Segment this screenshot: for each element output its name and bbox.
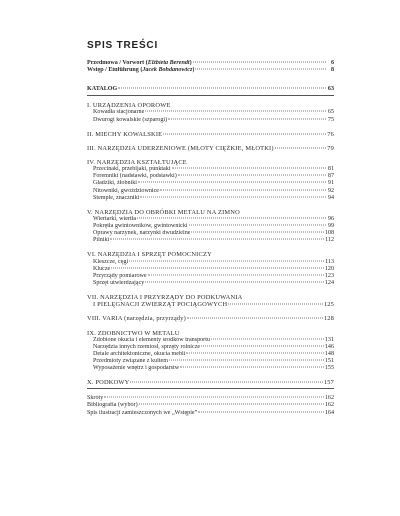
page-title: SPIS TREŚCI <box>87 40 159 51</box>
table-of-contents <box>87 60 334 417</box>
section-heading: VIII. VARIA (narzędzia, przyrządy) 128 <box>87 315 334 323</box>
toc-entry: Klucze 120 <box>93 265 334 272</box>
leader-dots <box>195 69 326 70</box>
toc-entry-illustrations: Spis ilustracji zamieszczonych we „Wstępie” 164 <box>87 409 334 416</box>
toc-entry: Przedmioty związane z kultem 151 <box>93 358 334 364</box>
toc-entry: Detale architektoniczne, okucia mebli 148 <box>93 350 334 357</box>
section-heading: II. MIECHY KOWALSKIE 76 <box>87 130 334 138</box>
divider <box>87 95 334 96</box>
toc-entry: Wyposażenie wnętrz i gospodarstw 155 <box>93 365 334 372</box>
toc-entry: Oprawy narzynek, narzynki dwudzielne 108 <box>93 230 334 237</box>
toc-entry-introduction: Wstęp / Einführung (Jacek Bohdanowicz) 8 <box>87 67 334 74</box>
toc-entry: Kowadła stacjonarne 65 <box>93 109 334 116</box>
toc-entry-preface: Przedmowa / Vorwort (Elżbieta Berendt) 6 <box>87 60 334 66</box>
section-heading: V. NARZĘDZIA DO OBRÓBKI METALU NA ZIMNO <box>87 208 240 216</box>
toc-entry: Przecinaki, przebijaki, punktaki 81 <box>93 166 334 173</box>
toc-entry: Zdobione okucia i elementy środków transportu 131 <box>93 336 334 343</box>
toc-entry: Dwurogi kowalskie (szparogi) 75 <box>93 116 334 123</box>
toc-entry: Sprzęt utwierdzający 124 <box>93 279 334 286</box>
toc-entry: Pilniki 112 <box>93 237 334 244</box>
toc-entry-bibliography: Bibliografia (wybór) 162 <box>87 402 334 409</box>
divider <box>87 388 334 389</box>
toc-entry: Pokrętła gwintowników, gwintownicki 99 <box>93 223 334 230</box>
section-heading: VI. NARZĘDZIA I SPRZĘT POMOCNICZY <box>87 251 212 259</box>
section-heading: I. URZĄDZENIA OPOROWE <box>87 102 171 110</box>
leader-dots <box>193 62 326 63</box>
toc-entry: Stemple, znaczniki 94 <box>93 194 334 201</box>
toc-entry: Nitowniki, gwoździownice 92 <box>93 187 334 194</box>
section-heading: III. NARZĘDZIA UDERZENIOWE (MŁOTY CIĘŻKIE, MŁOTKI) 79 <box>87 144 334 152</box>
toc-entry: Wiertarki, wiertła 96 <box>93 215 334 222</box>
toc-entry-katalog: KATALOG 63 <box>87 86 334 93</box>
toc-entry: Narzędzia innych rzemiosł, sprzęty rolnicze 146 <box>93 343 334 350</box>
leader-dots <box>118 88 326 89</box>
toc-entry: Kleszcze, cęgi 113 <box>93 258 334 265</box>
section-heading-continued: I PIELĘGNACJI ZWIERZĄT POCIĄGOWYCH 125 <box>93 301 334 309</box>
toc-entry: Przyrządy pomiarowe 123 <box>93 272 334 279</box>
page-number: 63 <box>327 86 334 93</box>
page-number: 6 <box>330 60 334 66</box>
toc-entry: Foremniki (nadstawki, podstawki) 87 <box>93 173 334 180</box>
section-heading: VII. NARZĘDZIA I PRZYRZĄDY DO PODKUWANIA <box>87 293 243 301</box>
section-heading: IV. NARZĘDZIA KSZTAŁTUJĄCE <box>87 159 187 167</box>
toc-entry-abbreviations: Skróty 162 <box>87 395 334 402</box>
page-number: 8 <box>330 67 334 74</box>
toc-entry: Gładziki, żłobniki 91 <box>93 180 334 187</box>
section-heading: X. PODKOWY 157 <box>87 379 334 387</box>
section-heading: IX. ZDOBNICTWO W METALU <box>87 329 180 337</box>
